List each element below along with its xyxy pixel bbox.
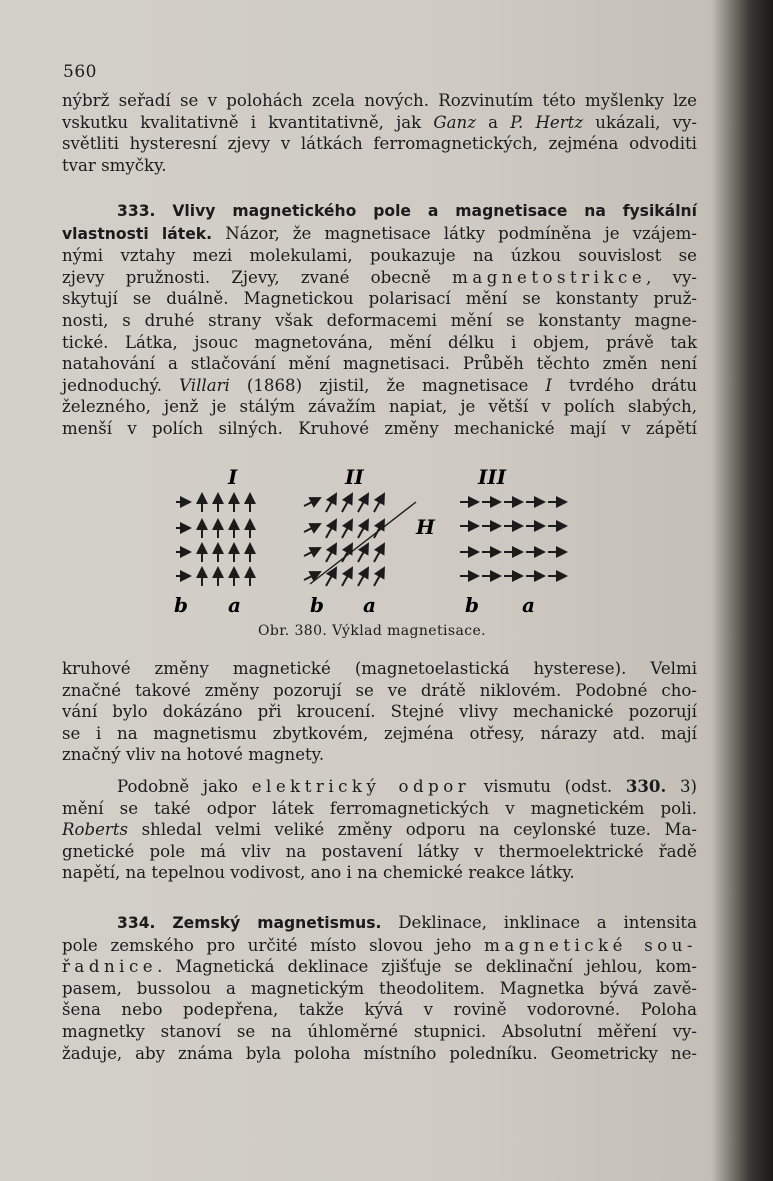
row [176, 544, 250, 562]
text-line: nými vztahy mezi molekulami, poukazuje na úzkou souvislost se [62, 246, 697, 266]
label-a-3: a [522, 593, 535, 617]
row [176, 568, 250, 586]
page-number: 560 [63, 62, 97, 82]
text-line: se i na magnetismu zbytkovém, zejména otřesy, nárazy atd. mají [62, 723, 697, 743]
text-line: Podobně jako elektrický odpor vismutu (odst. 330. 3) [117, 776, 697, 796]
text-line: železného, jenž je stálým závažím napiat, je větší v polích slabých, [62, 397, 697, 417]
text-line: nýbrž seřadí se v polohách zcela nových. Rozvinutím této myšlenky lze [62, 91, 697, 110]
label-b-1: b [174, 593, 188, 617]
text-line: tvar smyčky. [62, 155, 167, 175]
panel-label-2: II [345, 465, 364, 489]
paragraph-hysteresis [62, 658, 697, 766]
text-line: světliti hysteresní zjevy v látkách ferromagnetických, zejména odvoditi [62, 134, 697, 154]
panel-3-magnets [460, 502, 566, 576]
text-line: značné takové změny pozorují se ve drátě niklovém. Podobné cho- [62, 680, 697, 700]
section-heading: 334. Zemský magnetismus. Deklinace, inklinace a intensita [117, 913, 697, 932]
text-line: nosti, s druhé strany však deformacemi mění se konstanty magne- [62, 310, 697, 330]
text-line: jednoduchý. Villari (1868) zjistil, že magnetisace I tvrdého drátu [62, 375, 698, 395]
section-334 [62, 912, 697, 1064]
text-line: mění se také odpor látek ferromagnetických v magnetickém poli. [62, 798, 697, 818]
row [176, 520, 250, 538]
text-line: kruhové změny magnetické (magnetoelastická hysterese). Velmi [62, 659, 697, 678]
text-line: pasem, bussolou a magnetickým theodolitem. Magnetka bývá zavě- [62, 978, 697, 998]
panel-1-magnets [176, 494, 250, 586]
text-line: pole zemského pro určité místo slovou jeho magnetické sou- [62, 935, 697, 955]
figure-magnetisation [160, 462, 580, 617]
text-line: Roberts shledal velmi veliké změny odporu na ceylonské tuze. Ma- [62, 820, 697, 840]
text-line: zjevy pružnosti. Zjevy, zvané obecně magnetostrikce, vy- [62, 267, 698, 287]
label-b-2: b [310, 593, 324, 617]
section-333 [62, 200, 697, 440]
text-line: vskutku kvalitativně i kvantitativně, jak Ganz a P. Hertz ukázali, vy- [62, 112, 697, 132]
row [176, 494, 250, 512]
text-line: značný vliv na hotové magnety. [62, 745, 325, 765]
text-line: natahování a stlačování mění magnetisaci. Průběh těchto změn není [62, 354, 697, 374]
label-a-1: a [228, 593, 241, 617]
text-line: napětí, na tepelnou vodivost, ano i na chemické reakce látky. [62, 863, 575, 883]
text-line: vlastnosti látek. Názor, že magnetisace látky podmíněna je vzájem- [62, 223, 697, 243]
text-line: gnetické pole má vliv na postavení látky v thermoelektrické řadě [62, 841, 697, 861]
text-line: vání bylo dokázáno při kroucení. Stejné vlivy mechanické pozorují [62, 702, 697, 722]
text-line: skytují se duálně. Magnetickou polarisací mění se konstanty pruž- [62, 289, 697, 309]
text-line: menší v polích silných. Kruhové změny mechanické mají v zápětí [62, 418, 697, 438]
text-line: šena nebo podepřena, takže kývá v rovině vodorovné. Poloha [62, 1000, 697, 1020]
figure-caption: Obr. 380. Výklad magnetisace. [258, 623, 486, 639]
text-line: řadnice. Magnetická deklinace zjišťuje se deklinační jehlou, kom- [62, 957, 697, 977]
paragraph-resistance [62, 776, 697, 884]
figure-drawing [160, 462, 580, 617]
panel-label-1: I [228, 465, 238, 489]
label-a-2: a [363, 593, 376, 617]
label-b-3: b [465, 593, 479, 617]
field-label-h: H [416, 515, 435, 539]
panel-2-magnets [304, 494, 416, 586]
section-heading: 333. Vlivy magnetického pole a magnetisace na fysikální [117, 202, 697, 220]
text-line: žaduje, aby známa byla poloha místního poledníku. Geometricky ne- [62, 1043, 697, 1063]
panel-label-3: III [478, 465, 507, 489]
text-line: tické. Látka, jsouc magnetována, mění délku i objem, právě tak [62, 332, 697, 352]
paragraph-intro [62, 90, 697, 176]
text-line: magnetky stanoví se na úhloměrné stupnici. Absolutní měření vy- [62, 1021, 697, 1041]
